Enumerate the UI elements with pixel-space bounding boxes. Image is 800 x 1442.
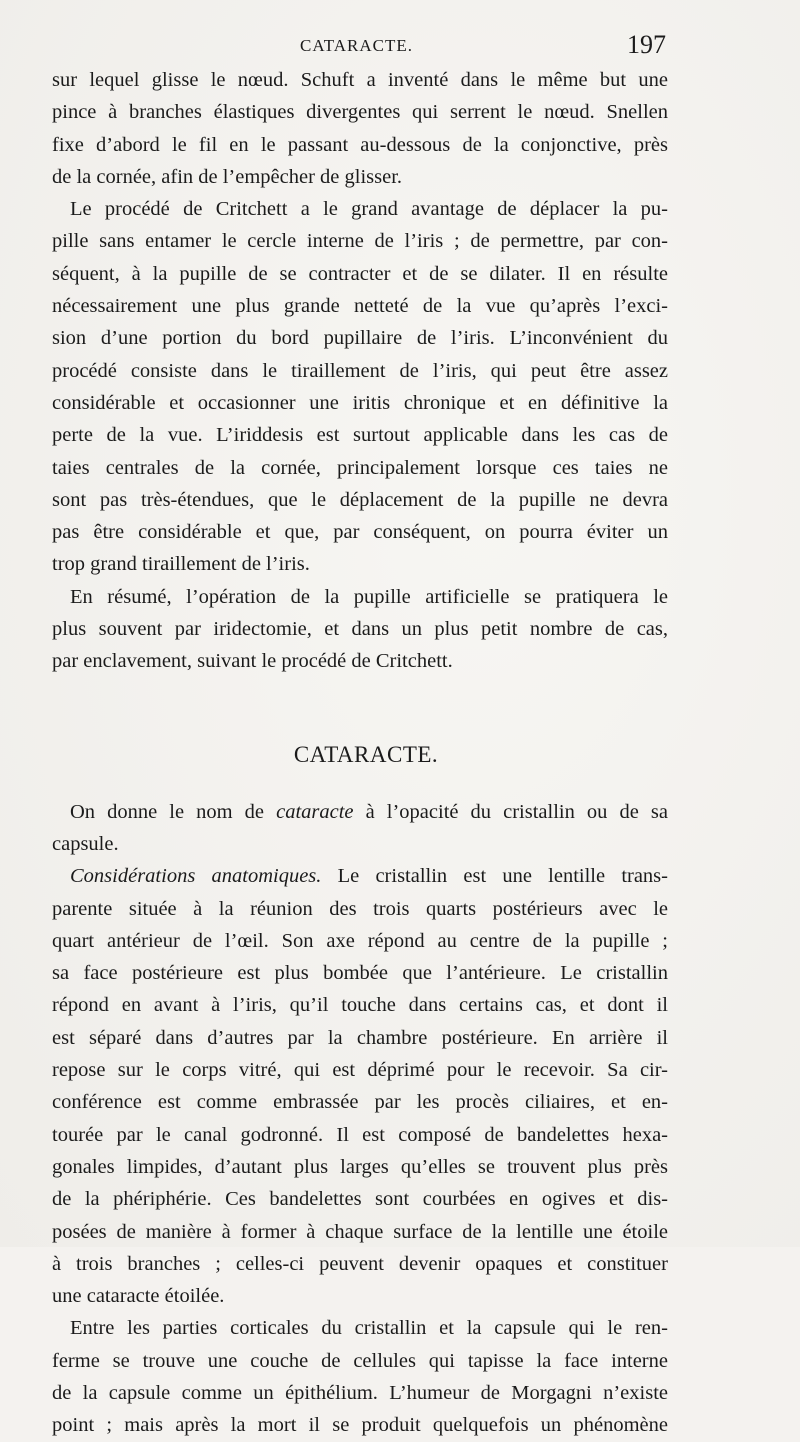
section-heading: CATARACTE. xyxy=(293,741,439,767)
text-line: quart antérieur de l’œil. Son axe répond au centre de la pupille ; xyxy=(52,929,668,952)
text-line: Le procédé de Critchett a le grand avantage de déplacer la pu- xyxy=(70,198,668,221)
text-line: à trois branches ; celles-ci peuvent devenir opaques et constituer xyxy=(52,1252,668,1275)
text-line: capsule. xyxy=(52,832,119,855)
text-line: gonales limpides, d’autant plus larges qu’elles se trouvent plus près xyxy=(52,1155,668,1178)
text-line: par enclavement, suivant le procédé de Critchett. xyxy=(52,650,453,673)
text-line: ferme se trouve une couche de cellules qui tapisse la face interne xyxy=(52,1349,668,1372)
running-title: CATARACTE. xyxy=(300,36,414,55)
text-line: trop grand tiraillement de l’iris. xyxy=(52,553,310,576)
text-line: de la phériphérie. Ces bandelettes sont courbées en ogives et dis- xyxy=(52,1188,668,1211)
text-line xyxy=(52,796,668,828)
text-line: posées de manière à former à chaque surface de la lentille une étoile xyxy=(52,1220,668,1243)
text-line: En résumé, l’opération de la pupille artificielle se pratiquera le xyxy=(70,585,668,608)
text-line: sion d’une portion du bord pupillaire de l’iris. L’inconvénient du xyxy=(52,327,668,350)
text-line: perte de la vue. L’iriddesis est surtout applicable dans les cas de xyxy=(52,424,668,447)
text-line: considérable et occasionner une iritis chronique et en définitive la xyxy=(52,391,668,414)
text-line: sont pas très-étendues, que le déplacement de la pupille ne devra xyxy=(52,488,668,511)
text-line: répond en avant à l’iris, qu’il touche dans certains cas, et dont il xyxy=(52,994,668,1017)
text-line xyxy=(52,860,668,892)
text-line: nécessairement une plus grande netteté de la vue qu’après l’exci- xyxy=(52,295,668,318)
page-number: 197 xyxy=(627,30,666,59)
text-line: Entre les parties corticales du cristallin et la capsule qui le ren- xyxy=(70,1317,668,1340)
text-line: pince à branches élastiques divergentes qui serrent le nœud. Snellen xyxy=(52,101,668,124)
body-text xyxy=(52,64,668,1442)
text-line: procédé consiste dans le tiraillement de l’iris, qui peut être assez xyxy=(52,359,668,382)
text-run: On donne le nom de xyxy=(70,800,277,823)
italic-term: cataracte xyxy=(276,800,354,823)
text-line: séquent, à la pupille de se contracter et de se dilater. Il en résulte xyxy=(52,262,668,285)
text-line: conférence est comme embrassée par les procès ciliaires, et en- xyxy=(52,1091,668,1114)
text-line: fixe d’abord le fil en le passant au-dessous de la conjonctive, près xyxy=(52,133,668,156)
text-line: point ; mais après la mort il se produit quelquefois un phénomène xyxy=(52,1414,668,1437)
text-line: sur lequel glisse le nœud. Schuft a inventé dans le même but une xyxy=(52,69,668,91)
text-line: repose sur le corps vitré, qui est déprimé pour le recevoir. Sa cir- xyxy=(52,1059,668,1082)
text-line: pille sans entamer le cercle interne de l’iris ; de permettre, par con- xyxy=(52,230,668,253)
text-line: une cataracte étoilée. xyxy=(52,1285,225,1308)
text-line: pas être considérable et que, par conséquent, on pourra éviter un xyxy=(52,521,668,544)
text-line: de la cornée, afin de l’empêcher de glisser. xyxy=(52,165,403,188)
text-line: taies centrales de la cornée, principalement lorsque ces taies ne xyxy=(52,456,668,479)
text-line: tourée par le canal godronné. Il est composé de bandelettes hexa- xyxy=(52,1123,668,1146)
text-run: à l’opacité du cristallin ou de sa xyxy=(353,800,668,823)
text-line: plus souvent par iridectomie, et dans un plus petit nombre de cas, xyxy=(52,618,668,641)
text-line: est séparé dans d’autres par la chambre postérieure. En arrière il xyxy=(52,1026,668,1049)
text-line: de la capsule comme un épithélium. L’humeur de Morgagni n’existe xyxy=(52,1381,668,1404)
text-line: parente située à la réunion des trois quarts postérieurs avec le xyxy=(52,897,668,920)
text-run: Le cristallin est une lentille trans- xyxy=(321,865,668,888)
section-spacer xyxy=(52,678,668,738)
text-line: sa face postérieure est plus bombée que l’antérieure. Le cristallin xyxy=(52,962,668,985)
running-head xyxy=(52,30,666,64)
italic-subheading: Considérations anatomiques. xyxy=(70,865,322,888)
